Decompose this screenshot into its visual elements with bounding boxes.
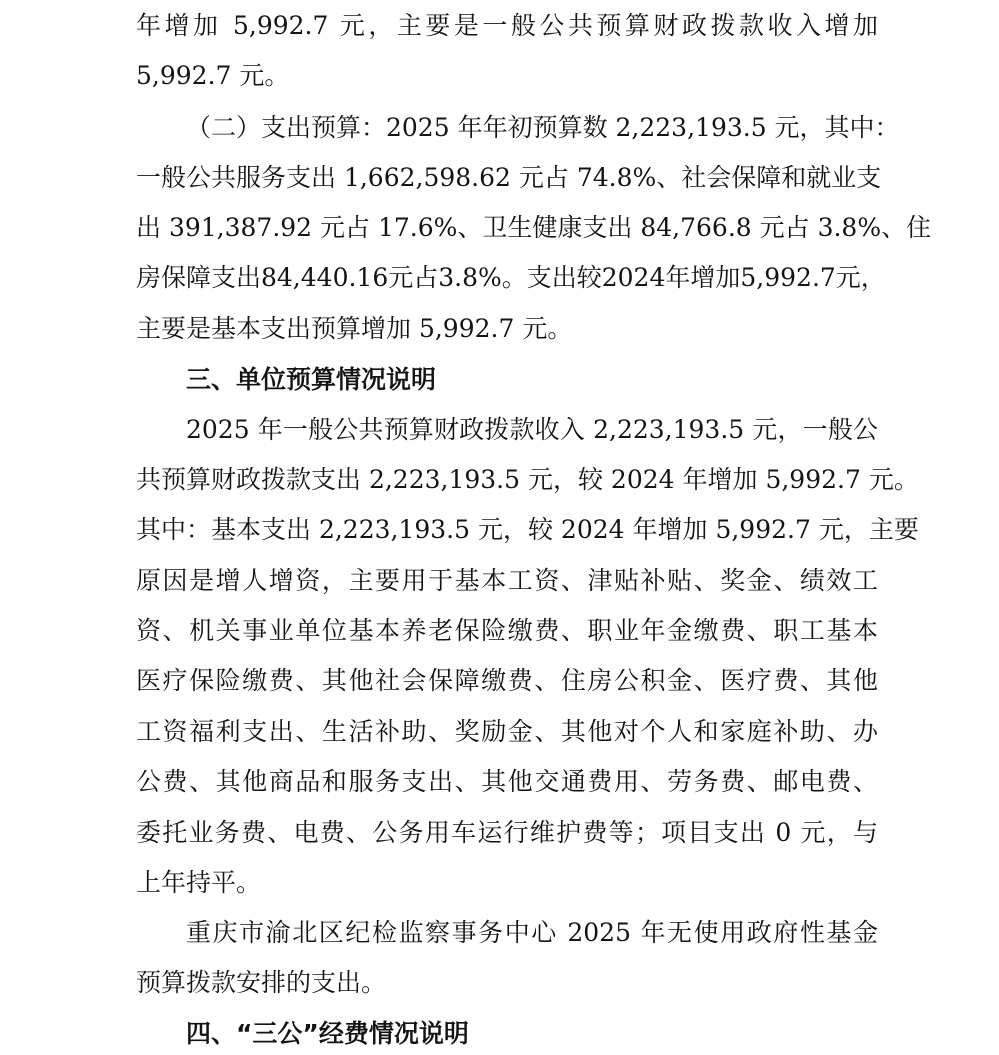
expenditure-budget-line-2: 一般公共服务支出 1,662,598.62 元占 74.8%、社会保障和就业支 <box>136 163 882 192</box>
fund-budget-line-2: 预算拨款安排的支出。 <box>136 968 387 997</box>
section-3-paragraph-line: 资、机关事业单位基本养老保险缴费、职业年金缴费、职工基本 <box>136 616 878 645</box>
expenditure-budget-line-4: 房保障支出84,440.16元占3.8%。支出较2024年增加5,992.7元， <box>136 263 886 292</box>
section-3-paragraph-line: 原因是增人增资，主要用于基本工资、津贴补贴、奖金、绩效工 <box>136 566 878 595</box>
fund-budget-line-1: 重庆市渝北区纪检监察事务中心 2025 年无使用政府性基金 <box>186 918 878 947</box>
intro-line-2: 5,992.7 元。 <box>136 61 290 90</box>
section-3-paragraph-line: 医疗保险缴费、其他社会保障缴费、住房公积金、医疗费、其他 <box>136 666 878 695</box>
section-3-paragraph-line: 委托业务费、电费、公务用车运行维护费等；项目支出 0 元，与 <box>136 818 878 847</box>
expenditure-budget-line-1: （二）支出预算：2025 年年初预算数 2,223,193.5 元，其中： <box>186 113 900 142</box>
section-4-heading: 四、“三公”经费情况说明 <box>186 1019 469 1048</box>
section-3-paragraph-line: 其中：基本支出 2,223,193.5 元，较 2024 年增加 5,992.7 元，主要 <box>136 515 919 544</box>
section-3-paragraph-line: 工资福利支出、生活补助、奖励金、其他对个人和家庭补助、办 <box>136 717 878 746</box>
section-3-paragraph-line: 共预算财政拨款支出 2,223,193.5 元，较 2024 年增加 5,992.7 元。 <box>136 465 919 494</box>
section-3-paragraph-line: 公费、其他商品和服务支出、其他交通费用、劳务费、邮电费、 <box>136 767 878 796</box>
section-3-paragraph-line: 2025 年一般公共预算财政拨款收入 2,223,193.5 元，一般公 <box>186 415 878 444</box>
expenditure-budget-line-5: 主要是基本支出预算增加 5,992.7 元。 <box>136 314 573 343</box>
section-3-heading: 三、单位预算情况说明 <box>186 365 437 394</box>
expenditure-budget-line-3: 出 391,387.92 元占 17.6%、卫生健康支出 84,766.8 元占 3.8%、住 <box>136 213 932 242</box>
intro-line-1: 年增加 5,992.7 元，主要是一般公共预算财政拨款收入增加 <box>136 11 878 40</box>
section-3-paragraph-line: 上年持平。 <box>136 868 262 897</box>
